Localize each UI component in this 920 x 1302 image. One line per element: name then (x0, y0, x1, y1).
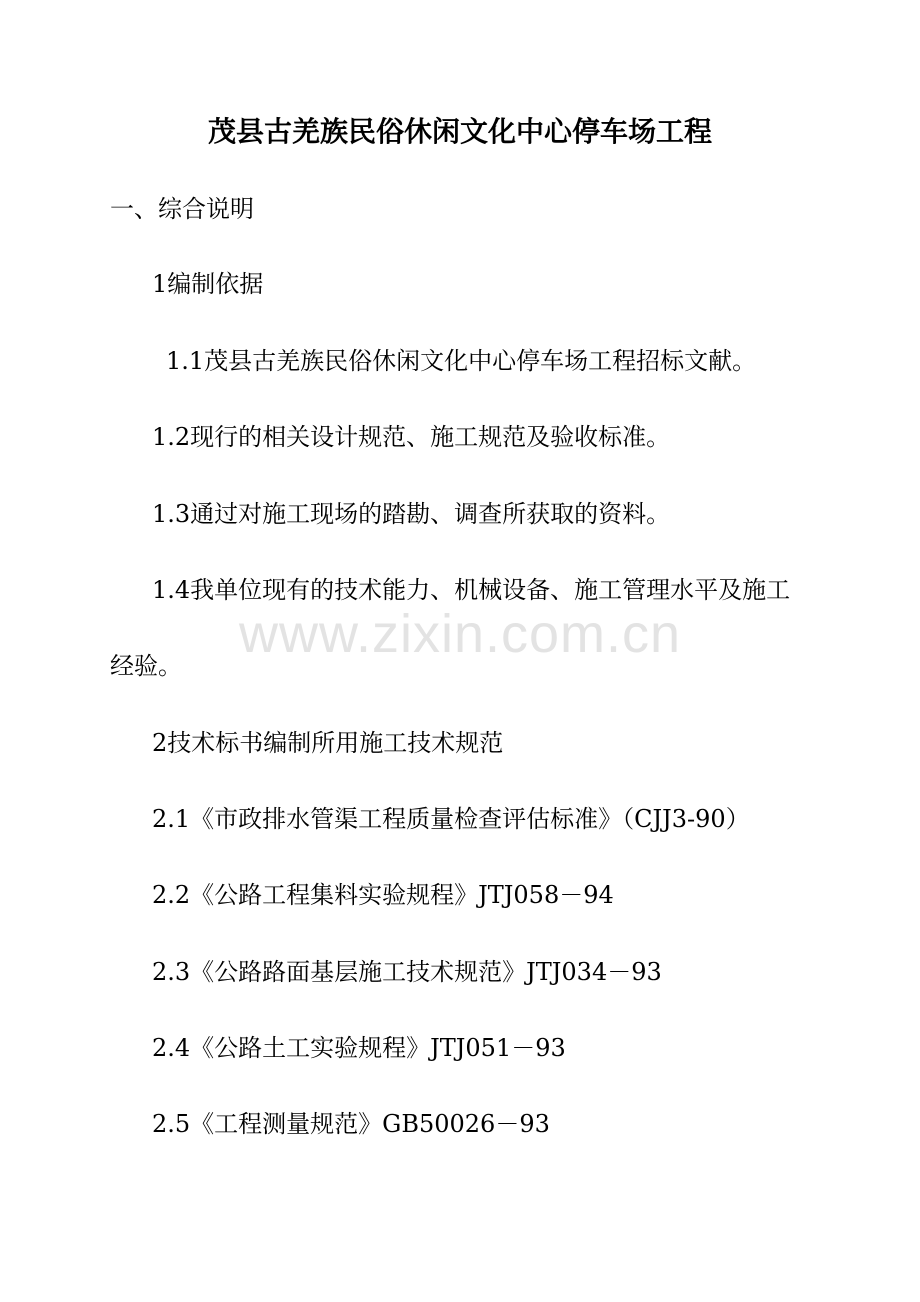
item-1-3: 1.3通过对施工现场的踏勘、调查所获取的资料。 (152, 500, 671, 528)
item-2-4: 2.4《公路土工实验规程》JTJ051－93 (152, 1034, 566, 1062)
item-2-1: 2.1《市政排水管渠工程质量检查评估标准》（CJJ3-90） (152, 805, 750, 833)
item-2-2: 2.2《公路工程集料实验规程》JTJ058－94 (152, 881, 614, 909)
section-heading-overview: 一、综合说明 (110, 195, 254, 223)
watermark: www.zixin.com.cn (238, 604, 682, 664)
item-1-1: 1.1茂县古羌族民俗休闲文化中心停车场工程招标文献。 (166, 347, 757, 375)
item-1-4-line-1: 1.4我单位现有的技术能力、机械设备、施工管理水平及施工 (152, 576, 791, 604)
item-2-5: 2.5《工程测量规范》GB50026－93 (152, 1110, 550, 1138)
document-title: 茂县古羌族民俗休闲文化中心停车场工程 (207, 115, 712, 148)
item-1-2: 1.2现行的相关设计规范、施工规范及验收标准。 (152, 423, 671, 451)
item-1-4-line-2: 经验。 (110, 652, 182, 680)
item-technical-specs: 2技术标书编制所用施工技术规范 (152, 729, 504, 757)
item-2-3: 2.3《公路路面基层施工技术规范》JTJ034－93 (152, 958, 662, 986)
item-compilation-basis: 1编制依据 (152, 270, 264, 298)
